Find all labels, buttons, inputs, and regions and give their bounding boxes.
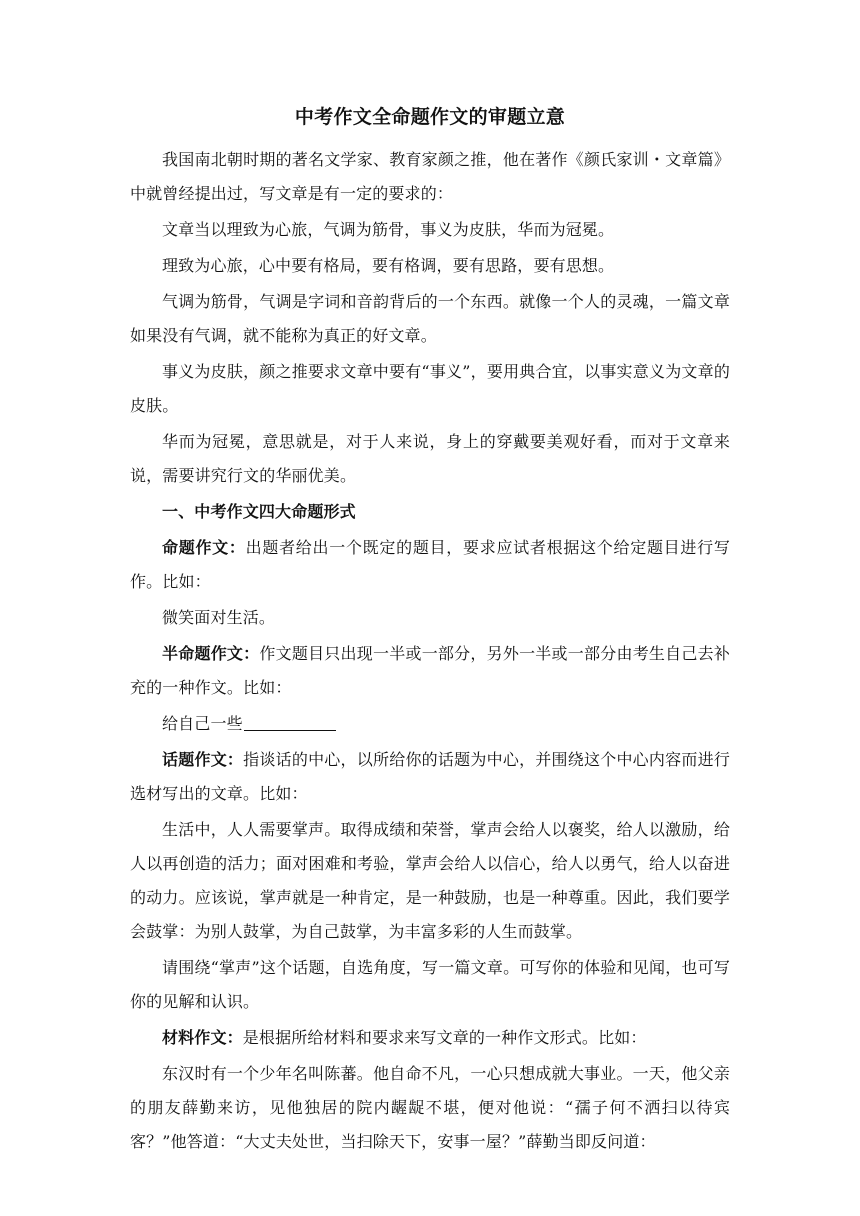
- intro-explanation-beauty: 华而为冠冕，意思就是，对于人来说，身上的穿戴要美观好看，而对于文章来说，需要讲究行文的华丽优美。: [130, 432, 730, 485]
- intro-paragraph: 我国南北朝时期的著名文学家、教育家颜之推，他在著作《颜氏家训・文章篇》中就曾经提出过，写文章是有一定的要求的：: [130, 150, 730, 203]
- propositional-example: 微笑面对生活。: [162, 608, 276, 627]
- topic-description: 指谈话的中心，以所给你的话题为中心，并围绕这个中心内容而进行选材写出的文章。比如：: [130, 750, 730, 803]
- semi-propositional-term: 半命题作文：: [162, 644, 260, 663]
- topic-term: 话题作文：: [162, 750, 244, 769]
- semi-propositional-definition: [130, 637, 730, 705]
- intro-explanation-reason: 理致为心旅，心中要有格局，要有格调，要有思路，要有思想。: [162, 256, 615, 275]
- propositional-definition: [130, 531, 730, 599]
- document-title: 中考作文全命题作文的审题立意: [294, 106, 566, 128]
- material-definition: [130, 1021, 730, 1055]
- intro-explanation-content: 事义为皮肤，颜之推要求文章中要有“事义”，要用典合宜，以事实意义为文章的皮肤。: [130, 362, 730, 415]
- document-content: [130, 100, 730, 1161]
- semi-propositional-example-text: 给自己一些: [162, 714, 243, 733]
- semi-propositional-description: 作文题目只出现一半或一部分，另外一半或一部分由考生自己去补充的一种作文。比如：: [130, 644, 730, 697]
- topic-example: 生活中，人人需要掌声。取得成绩和荣誉，掌声会给人以褒奖，给人以激励，给人以再创造的活力；面对困难和考验，掌声会给人以信心，给人以勇气，给人以奋进的动力。应该说，掌声就是一种肯定，是一种鼓励，也是一种尊重。因此，我们要学会鼓掌：为别人鼓掌，为自己鼓掌，为丰富多彩的人生而鼓掌。: [130, 820, 730, 941]
- topic-requirement: 请围绕“掌声”这个话题，自选角度，写一篇文章。可写你的体验和见闻，也可写你的见解和认识。: [130, 958, 730, 1011]
- semi-propositional-example: [130, 707, 730, 741]
- intro-explanation-style: 气调为筋骨，气调是字词和音韵背后的一个东西。就像一个人的灵魂，一篇文章如果没有气调，就不能称为真正的好文章。: [130, 292, 730, 345]
- propositional-term: 命题作文：: [162, 538, 246, 557]
- section-heading: 一、中考作文四大命题形式: [162, 502, 356, 521]
- intro-quote: 文章当以理致为心旅，气调为筋骨，事义为皮肤，华而为冠冕。: [162, 220, 615, 239]
- material-example: 东汉时有一个少年名叫陈蕃。他自命不凡，一心只想成就大事业。一天，他父亲的朋友薛勤来访，见他独居的院内龌龊不堪，便对他说：“孺子何不洒扫以待宾客？”他答道：“大丈夫处世，当扫除天下，安事一屋？”薛勤当即反问道：: [130, 1064, 730, 1151]
- propositional-description: 出题者给出一个既定的题目，要求应试者根据这个给定题目进行写作。比如：: [130, 538, 730, 591]
- topic-definition: [130, 743, 730, 811]
- material-description: 是根据所给材料和要求来写文章的一种作文形式。比如：: [242, 1028, 647, 1047]
- fill-in-blank-line: [244, 712, 336, 731]
- material-term: 材料作文：: [162, 1028, 243, 1047]
